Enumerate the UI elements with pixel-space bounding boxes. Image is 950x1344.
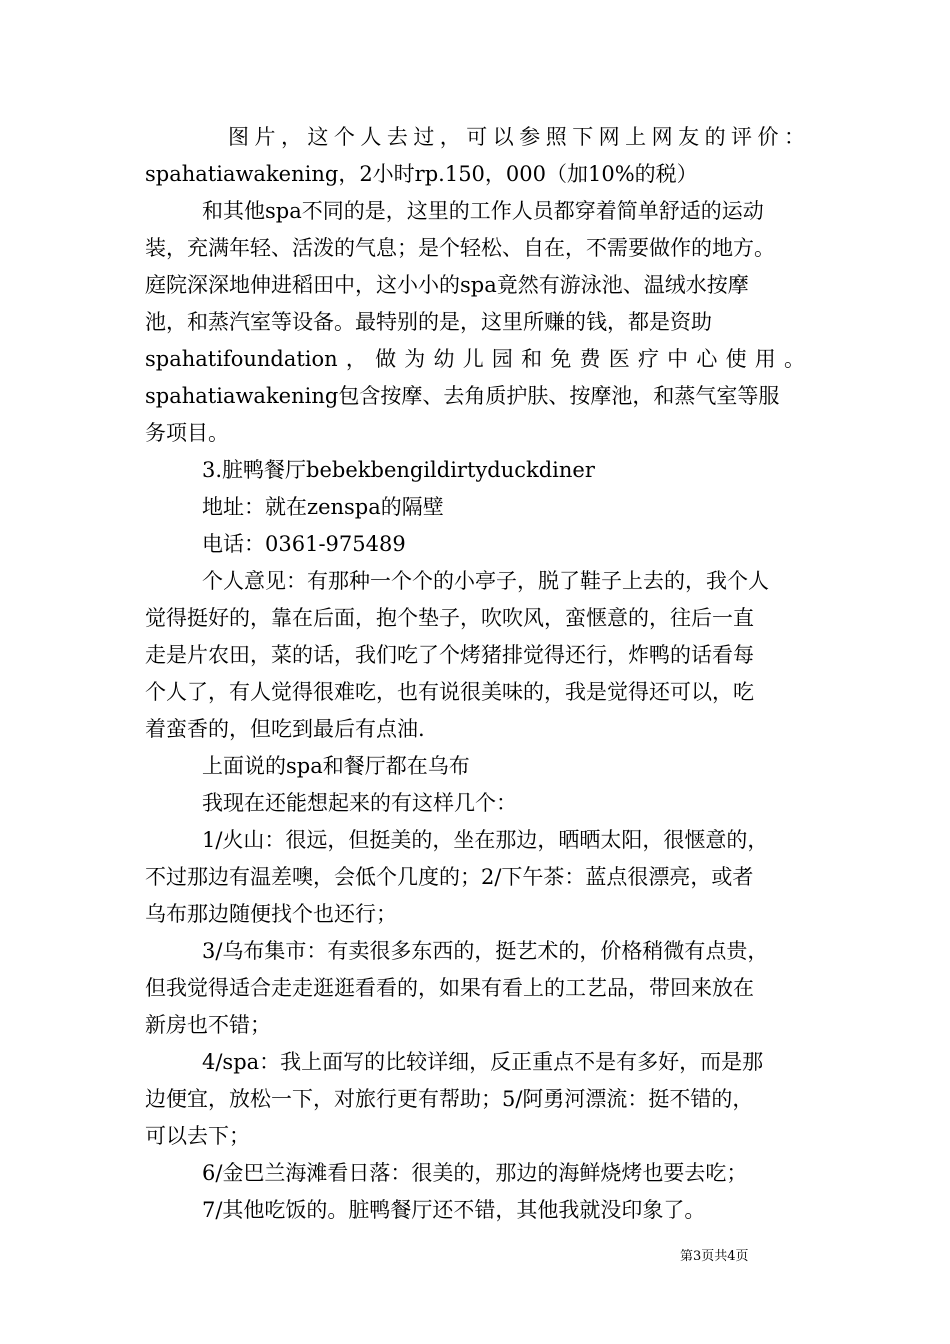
text-line-9: 务项目。 xyxy=(145,421,229,445)
text-line-2: spahatiawakening，2小时rp.150，000（加10%的税） xyxy=(145,162,698,186)
text-line-5: 庭院深深地伸进稻田中，这小小的spa竟然有游泳池、温绒水按摩 xyxy=(145,273,749,297)
text-line-15: 走是片农田，菜的话，我们吃了个烤猪排觉得还行，炸鸭的话看每 xyxy=(145,643,754,667)
text-line-14: 觉得挺好的，靠在后面，抱个垫子，吹吹风，蛮惬意的，往后一直 xyxy=(145,606,754,630)
text-line-10: 3.脏鸭餐厅bebekbengildirtyduckdiner xyxy=(202,458,595,482)
text-line-27: 边便宜，放松一下，对旅行更有帮助；5/阿勇河漂流：挺不错的， xyxy=(145,1087,754,1111)
text-line-7: spahatifoundation，做为幼儿园和免费医疗中心使用。 xyxy=(145,347,805,371)
text-line-11: 地址：就在zenspa的隔壁 xyxy=(202,495,444,519)
text-line-26: 4/spa：我上面写的比较详细，反正重点不是有多好，而是那 xyxy=(202,1050,764,1074)
text-line-28: 可以去下； xyxy=(145,1124,250,1148)
text-line-23: 3/乌布集市：有卖很多东西的，挺艺术的，价格稍微有点贵， xyxy=(202,939,769,963)
text-line-24: 但我觉得适合走走逛逛看看的，如果有看上的工艺品，带回来放在 xyxy=(145,976,754,1000)
text-line-22: 乌布那边随便找个也还行； xyxy=(145,902,397,926)
text-line-16: 个人了，有人觉得很难吃，也有说很美味的，我是觉得还可以，吃 xyxy=(145,680,754,704)
text-line-30: 7/其他吃饭的。脏鸭餐厅还不错，其他我就没印象了。 xyxy=(202,1198,706,1222)
text-line-3: 和其他spa不同的是，这里的工作人员都穿着简单舒适的运动 xyxy=(202,199,764,223)
text-line-6: 池，和蒸汽室等设备。最特别的是，这里所赚的钱，都是资助 xyxy=(145,310,712,334)
text-line-29: 6/金巴兰海滩看日落：很美的，那边的海鲜烧烤也要去吃； xyxy=(202,1161,748,1185)
text-line-13: 个人意见：有那种一个个的小亭子，脱了鞋子上去的，我个人 xyxy=(202,569,769,593)
text-line-18: 上面说的spa和餐厅都在乌布 xyxy=(202,754,470,778)
text-line-12: 电话：0361-975489 xyxy=(202,532,406,556)
text-line-19: 我现在还能想起来的有这样几个： xyxy=(202,791,517,815)
text-line-4: 装，充满年轻、活泼的气息；是个轻松、自在，不需要做作的地方。 xyxy=(145,236,775,260)
text-line-8: spahatiawakening包含按摩、去角质护肤、按摩池，和蒸气室等服 xyxy=(145,384,780,408)
text-line-20: 1/火山：很远，但挺美的，坐在那边，晒晒太阳，很惬意的， xyxy=(202,828,769,852)
text-line-1: 图片，这个人去过，可以参照下网上网友的评价： xyxy=(228,125,805,149)
text-line-25: 新房也不错； xyxy=(145,1013,271,1037)
text-line-21: 不过那边有温差噢，会低个几度的；2/下午茶：蓝点很漂亮，或者 xyxy=(145,865,754,889)
text-line-17: 着蛮香的，但吃到最后有点油. xyxy=(145,717,425,741)
page-number-footer: 第3页共4页 xyxy=(680,1249,749,1264)
